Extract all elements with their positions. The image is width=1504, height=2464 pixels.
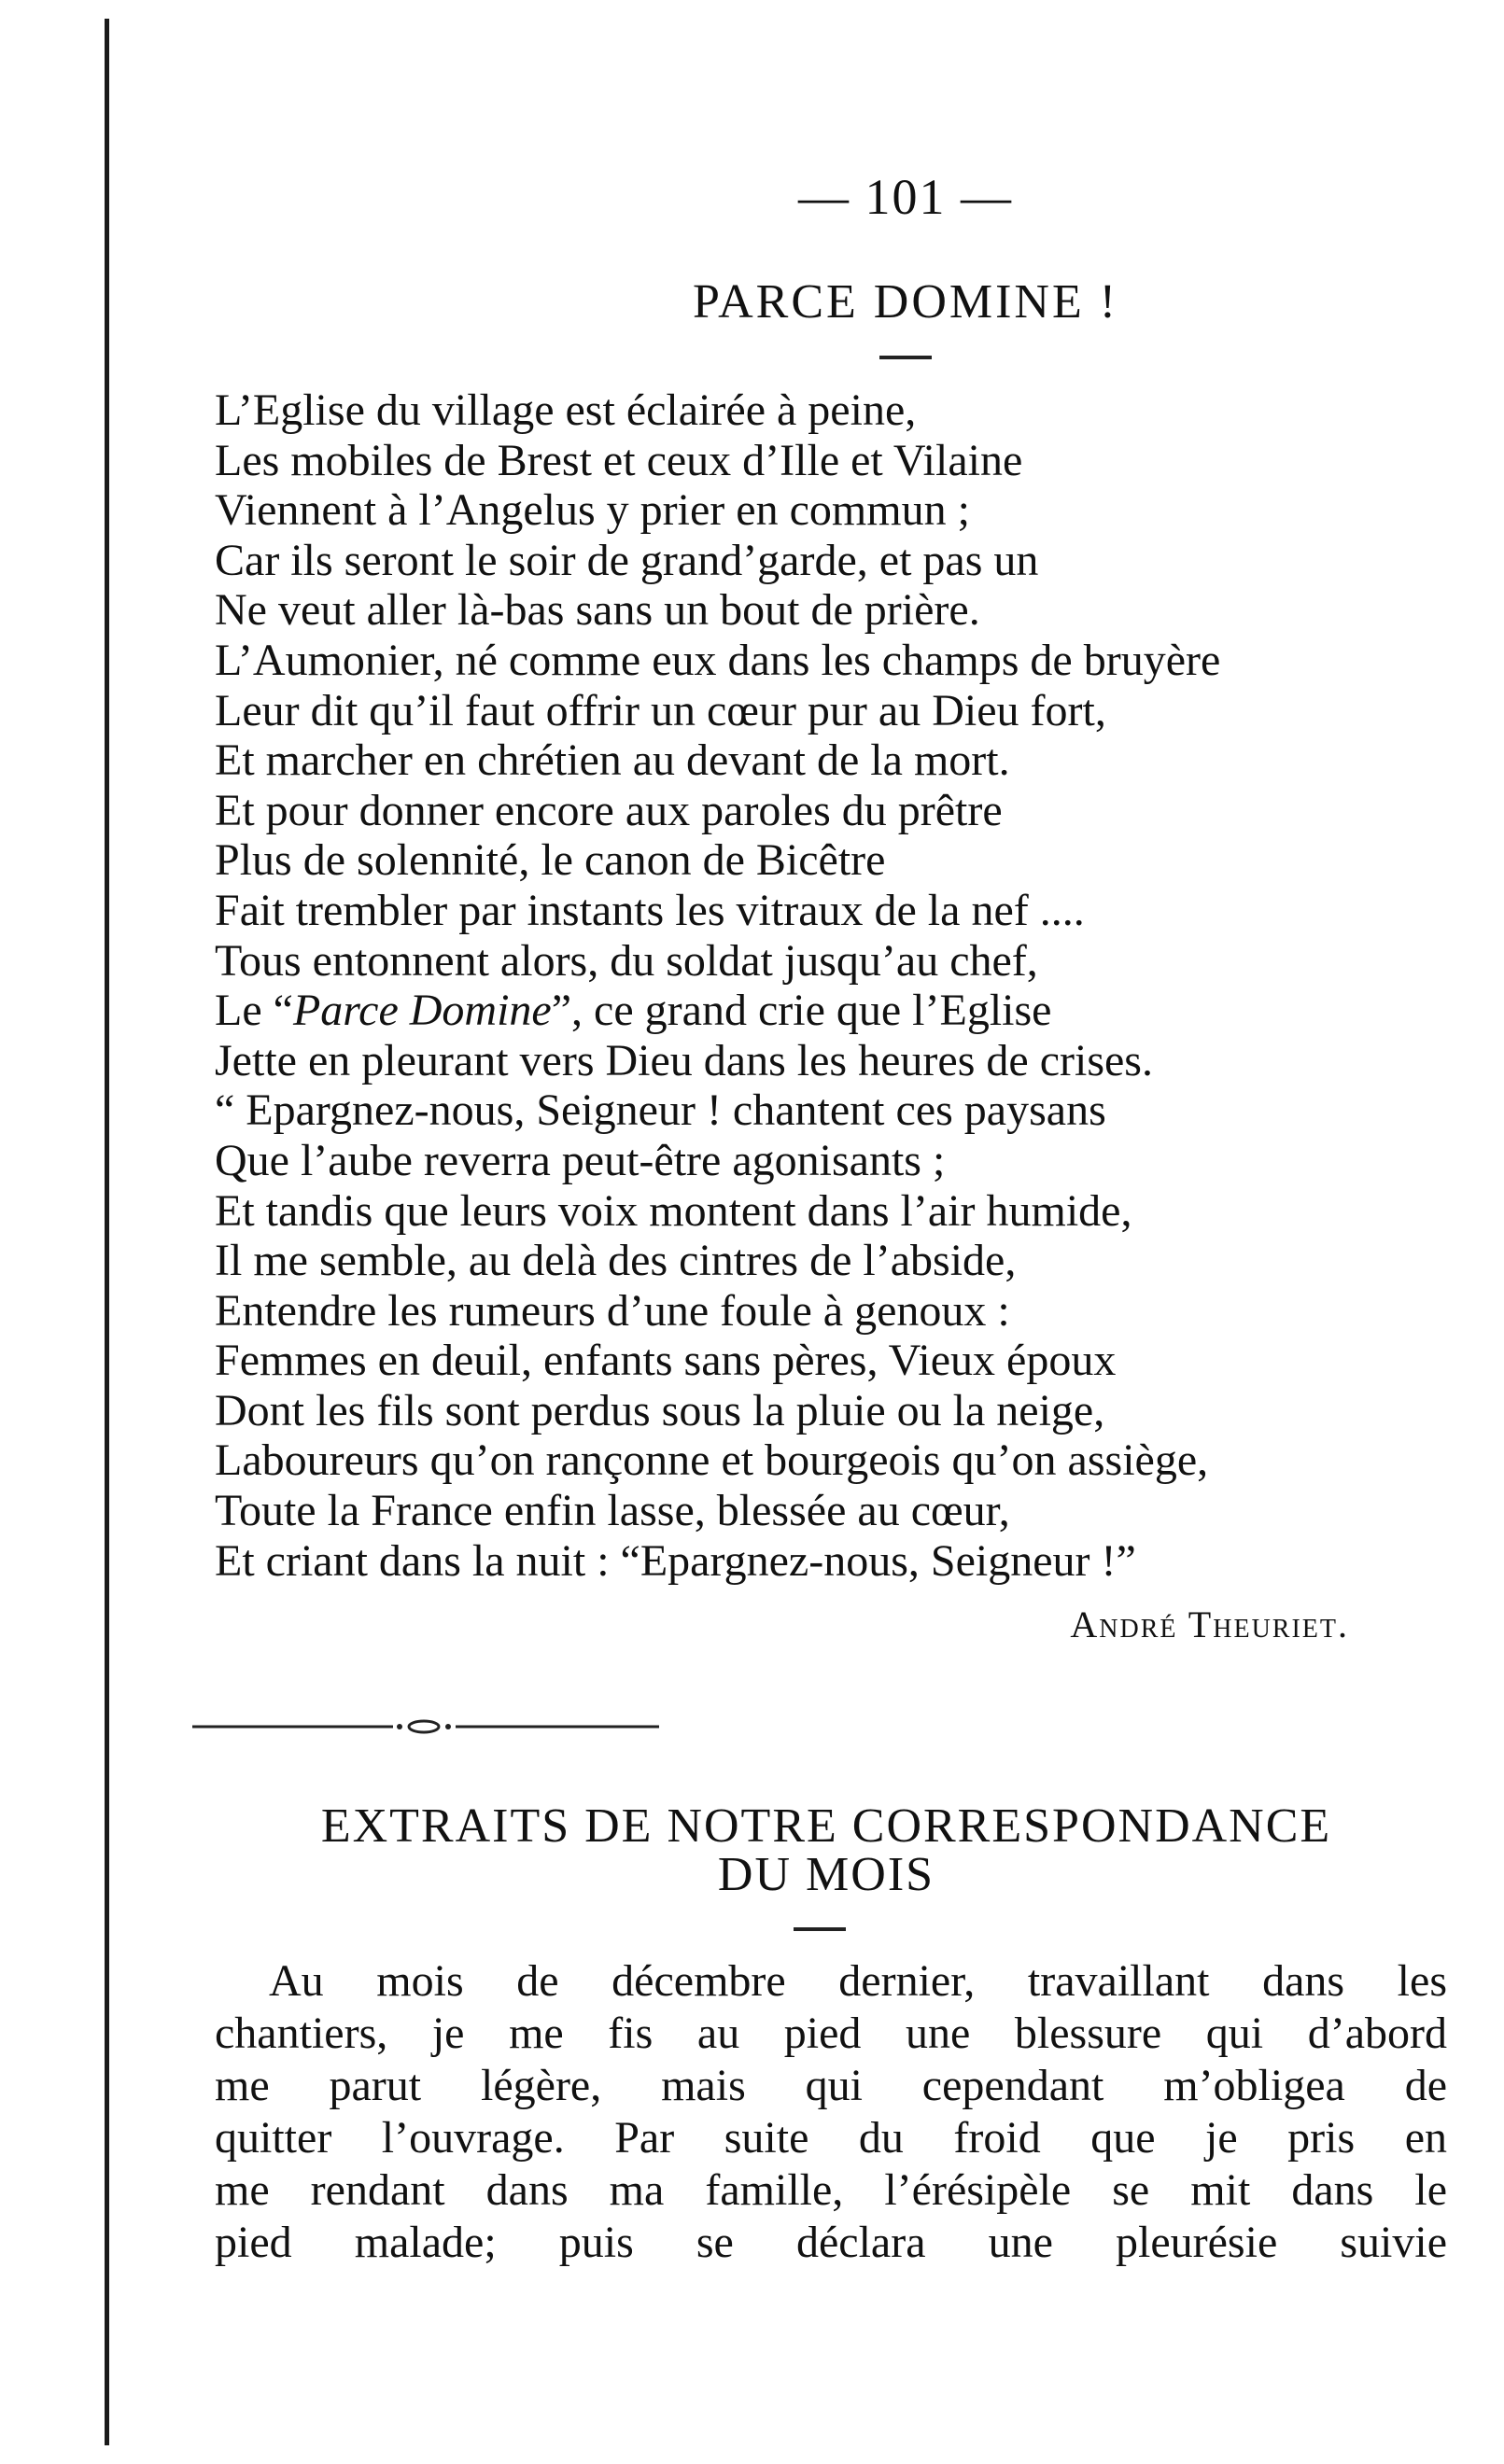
poem-line: Et marcher en chrétien au devant de la mort. — [215, 735, 1010, 786]
poem-line: Jette en pleurant vers Dieu dans les heures de crises. — [215, 1035, 1153, 1085]
poem-line: Plus de solennité, le canon de Bicêtre — [215, 835, 886, 886]
poem-line: Et criant dans la nuit : “Epargnez-nous, Seigneur !” — [215, 1535, 1136, 1586]
title-rule — [879, 356, 932, 359]
poem-line: L’Aumonier, né comme eux dans les champs de bruyère — [215, 635, 1221, 685]
section-title — [205, 1799, 1447, 1902]
poem-line: L’Eglise du village est éclairée à peine, — [215, 385, 917, 435]
page-margin-rule — [105, 19, 109, 2445]
ornament-divider — [192, 1715, 659, 1738]
poem-author: André Theuriet. — [1070, 1603, 1349, 1646]
prose-line: me parut légère, mais qui cependant m’obligea de — [215, 2061, 1447, 2111]
poem-line: Que l’aube reverra peut-être agonisants ; — [215, 1135, 946, 1185]
poem-line: Car ils seront le soir de grand’garde, et pas un — [215, 535, 1039, 585]
letter-excerpt — [215, 1955, 1447, 2269]
poem-line: Fait trembler par instants les vitraux de la nef .... — [215, 885, 1085, 935]
poem-line: Toute la France enfin lasse, blessée au cœur, — [215, 1486, 1010, 1536]
poem-line: Viennent à l’Angelus y prier en commun ; — [215, 485, 970, 536]
section-rule — [794, 1927, 846, 1931]
prose-line: Au mois de décembre dernier, travaillant dans les — [269, 1956, 1447, 2007]
poem-line: Il me semble, au delà des cintres de l’abside, — [215, 1236, 1017, 1286]
poem-body — [215, 385, 1447, 1586]
prose-line: pied malade; puis se déclara une pleurésie suivie — [215, 2218, 1447, 2268]
section-title-line: DU MOIS — [717, 1848, 935, 1902]
section-title-line: EXTRAITS DE NOTRE CORRESPONDANCE — [320, 1799, 1332, 1854]
book-page — [215, 168, 1447, 2269]
poem-line: Et tandis que leurs voix montent dans l’air humide, — [215, 1185, 1132, 1236]
poem-line: Laboureurs qu’on rançonne et bourgeois qu’on assiège, — [215, 1435, 1209, 1486]
page-number: — 101 — — [798, 169, 1013, 225]
prose-line: chantiers, je me fis au pied une blessure qui d’abord — [215, 2009, 1447, 2059]
poem-line: Ne veut aller là-bas sans un bout de prière. — [215, 585, 980, 636]
prose-line: quitter l’ouvrage. Par suite du froid que je pris en — [215, 2113, 1447, 2163]
poem-line: Entendre les rumeurs d’une foule à genoux : — [215, 1285, 1010, 1336]
poem-line: “ Epargnez-nous, Seigneur ! chantent ces paysans — [215, 1085, 1106, 1136]
poem-line: Femmes en deuil, enfants sans pères, Vieux époux — [215, 1336, 1117, 1386]
prose-line: me rendant dans ma famille, l’érésipèle se mit dans le — [215, 2165, 1447, 2216]
poem-line: Les mobiles de Brest et ceux d’Ille et Vilaine — [215, 435, 1023, 485]
italic-title: Parce Domine — [292, 986, 552, 1036]
poem-line: Et pour donner encore aux paroles du prêtre — [215, 785, 1003, 835]
poem-line: Dont les fils sont perdus sous la pluie ou la neige, — [215, 1385, 1105, 1435]
poem-line: Tous entonnent alors, du soldat jusqu’au chef, — [215, 935, 1038, 986]
poem-line: Leur dit qu’il faut offrir un cœur pur au Dieu fort, — [215, 685, 1106, 735]
poem-line: Le “Parce Domine”, ce grand crie que l’Eglise — [215, 986, 1052, 1036]
poem-title: PARCE DOMINE ! — [692, 275, 1119, 329]
